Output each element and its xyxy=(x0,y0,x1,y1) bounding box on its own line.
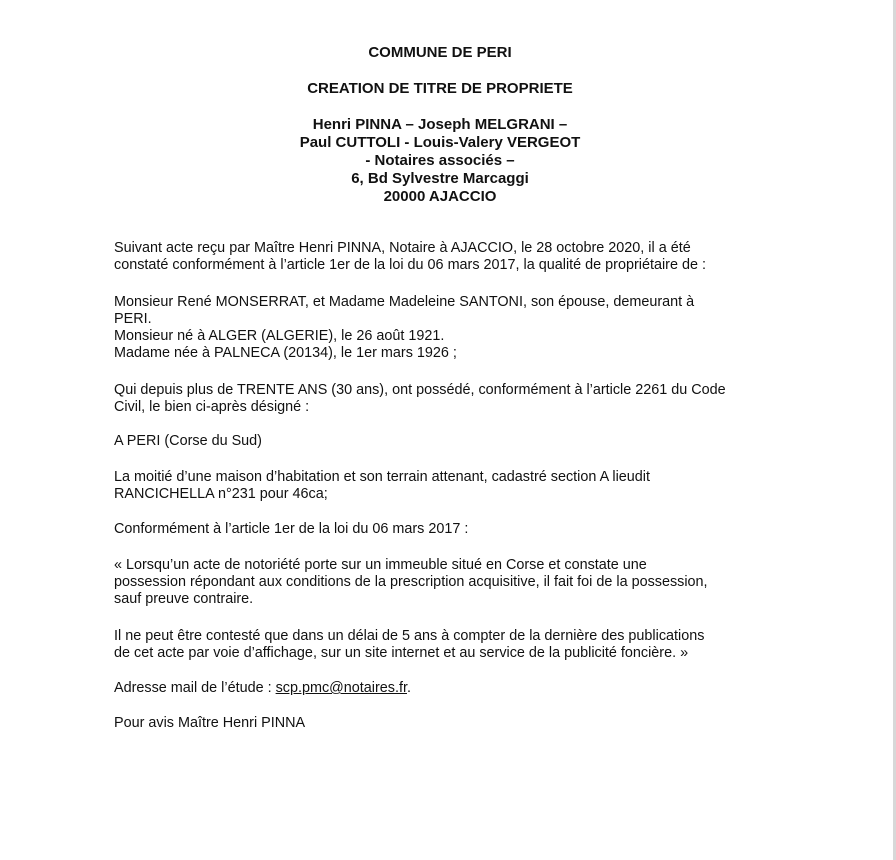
text-line: PERI. xyxy=(114,311,152,327)
text-line: « Lorsqu’un acte de notoriété porte sur un immeuble situé en Corse et constate une xyxy=(114,557,647,573)
paragraph-acte xyxy=(114,240,774,274)
text-line: Pour avis Maître Henri PINNA xyxy=(114,715,306,731)
notaries-line: Paul CUTTOLI - Louis-Valery VERGEOT xyxy=(299,134,581,151)
text-line: Civil, le bien ci-après désigné : xyxy=(114,399,310,415)
text-line: de cet acte par voie d’affichage, sur un site internet et au service de la publicité foncière. » xyxy=(114,645,689,661)
paragraph-contest xyxy=(114,628,774,662)
text-line: Monsieur né à ALGER (ALGERIE), le 26 août 1921. xyxy=(114,328,445,344)
text-line: Suivant acte reçu par Maître Henri PINNA, Notaire à AJACCIO, le 28 octobre 2020, il a été xyxy=(114,240,691,256)
paragraph-email xyxy=(114,680,774,697)
text-line: sauf preuve contraire. xyxy=(114,591,254,607)
email-line xyxy=(114,680,774,697)
email-label: Adresse mail de l’étude : xyxy=(114,680,276,696)
text-line: Il ne peut être contesté que dans un délai de 5 ans à compter de la dernière des publications xyxy=(114,628,705,644)
notaries-city-line: 20000 AJACCIO xyxy=(383,188,497,205)
paragraph-signature xyxy=(114,715,774,732)
document-title: CREATION DE TITRE DE PROPRIETE xyxy=(307,80,573,97)
paragraph-law-reference xyxy=(114,521,774,538)
text-line: RANCICHELLA n°231 pour 46ca; xyxy=(114,486,328,502)
text-line: possession répondant aux conditions de la prescription acquisitive, il fait foi de la possession, xyxy=(114,574,708,590)
notaries-block xyxy=(0,116,880,206)
text-line: constaté conformément à l’article 1er de la loi du 06 mars 2017, la qualité de propriétaire de : xyxy=(114,257,706,273)
notaries-line: Henri PINNA – Joseph MELGRANI – xyxy=(312,116,568,133)
paragraph-location xyxy=(114,433,774,450)
email-suffix: . xyxy=(406,680,411,696)
paragraph-property xyxy=(114,469,774,503)
paragraph-possession xyxy=(114,382,774,416)
text-line: Monsieur René MONSERRAT, et Madame Madeleine SANTONI, son épouse, demeurant à xyxy=(114,294,695,310)
notaries-line: - Notaires associés – xyxy=(365,152,515,169)
text-line: La moitié d’une maison d’habitation et son terrain attenant, cadastré section A lieudit xyxy=(114,469,650,485)
text-line: Conformément à l’article 1er de la loi du 06 mars 2017 : xyxy=(114,521,469,537)
text-line: A PERI (Corse du Sud) xyxy=(114,433,262,449)
paragraph-quote xyxy=(114,557,774,608)
notaries-address-line: 6, Bd Sylvestre Marcaggi xyxy=(351,170,529,187)
text-line: Madame née à PALNECA (20134), le 1er mars 1926 ; xyxy=(114,345,457,361)
commune-heading: COMMUNE DE PERI xyxy=(368,44,512,61)
email-link[interactable]: scp.pmc@notaires.fr xyxy=(275,680,407,696)
text-line: Qui depuis plus de TRENTE ANS (30 ans), ont possédé, conformément à l’article 2261 du Code xyxy=(114,382,726,398)
paragraph-owners xyxy=(114,294,774,362)
